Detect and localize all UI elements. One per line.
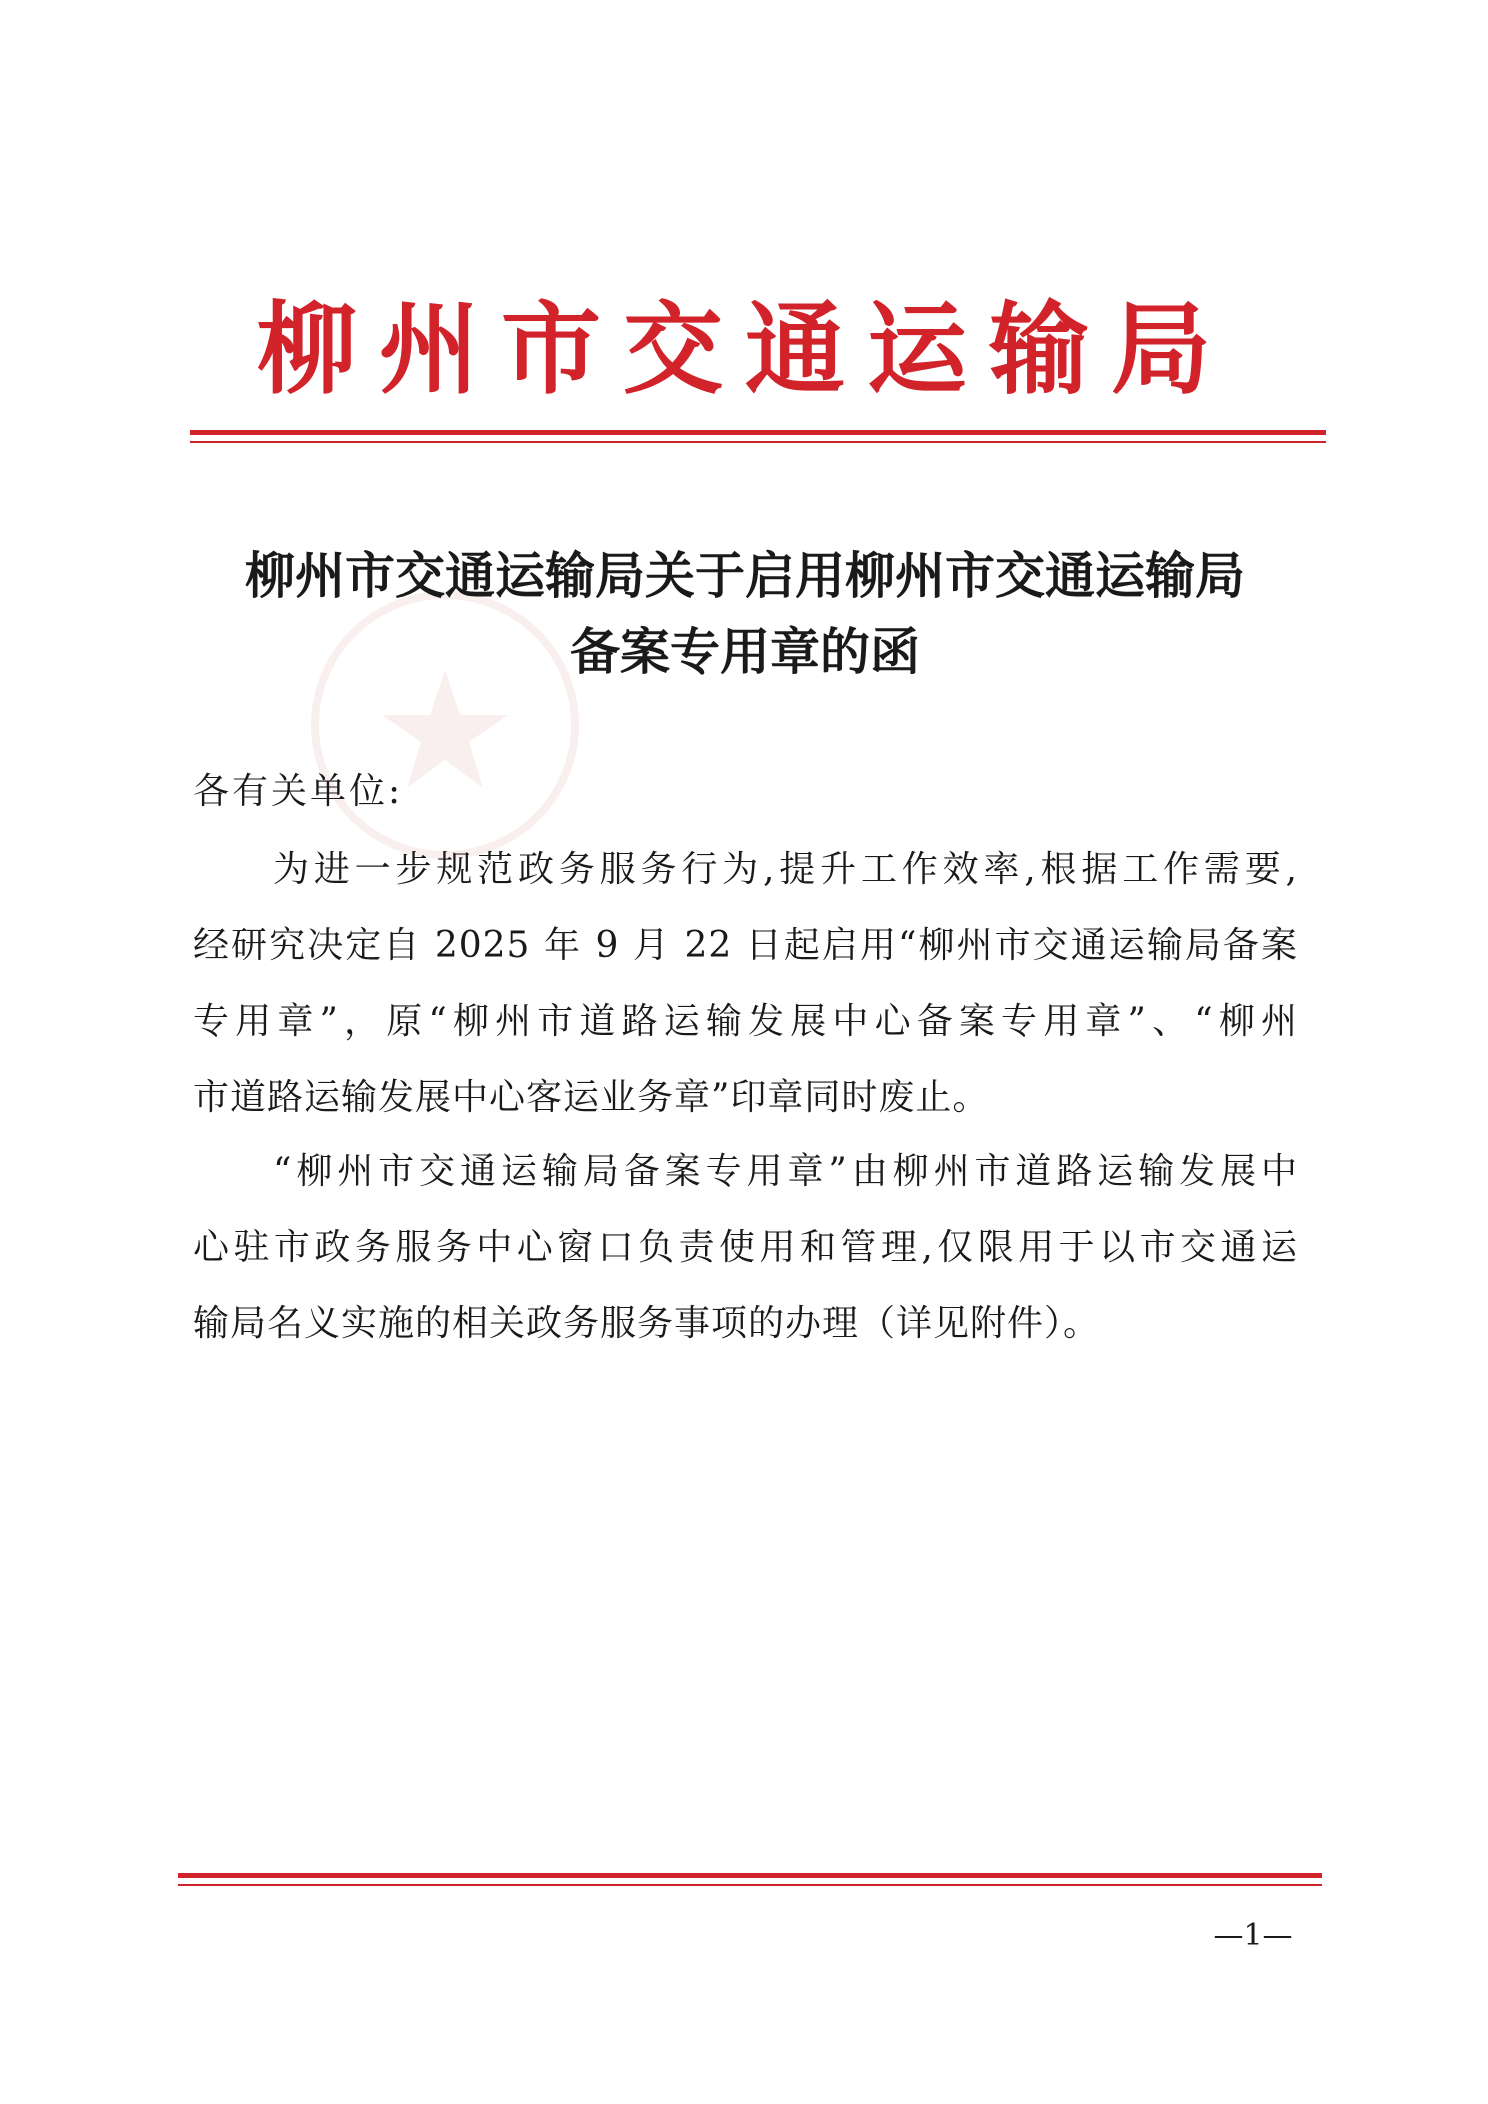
paragraph-1 (193, 832, 1298, 1136)
paragraph-2 (193, 1134, 1298, 1362)
document-title (150, 538, 1340, 690)
footer-rule-thin (178, 1884, 1322, 1886)
masthead-title: 柳州市交通运输局 (257, 291, 1233, 408)
masthead-rule-thin (190, 441, 1326, 443)
page-number: —1— (1213, 1918, 1293, 1953)
paragraph-2-line: “柳州市交通运输局备案专用章”由柳州市道路运输发展中 (273, 1151, 1298, 1192)
salutation: 各有关单位: (193, 771, 404, 812)
document-title-line-1: 柳州市交通运输局关于启用柳州市交通运输局 (245, 546, 1245, 605)
document-title-line-2: 备案专用章的函 (570, 622, 920, 681)
masthead-rule-thick (190, 430, 1326, 435)
paragraph-2-line: 输局名义实施的相关政务服务事项的办理（详见附件）。 (193, 1303, 1101, 1344)
paragraph-2-line: 心驻市政务服务中心窗口负责使用和管理,仅限用于以市交通运 (193, 1227, 1298, 1268)
footer-rule-thick (178, 1873, 1322, 1878)
paragraph-1-line: 为进一步规范政务服务行为,提升工作效率,根据工作需要, (273, 849, 1298, 890)
paragraph-1-line: 市道路运输发展中心客运业务章”印章同时废止。 (193, 1077, 990, 1118)
paragraph-1-line: 经研究决定自 2025 年 9 月 22 日起启用“柳州市交通运输局备案 (193, 925, 1298, 966)
paragraph-1-line: 专用章”，原“柳州市道路运输发展中心备案专用章”、“柳州 (193, 1001, 1298, 1042)
